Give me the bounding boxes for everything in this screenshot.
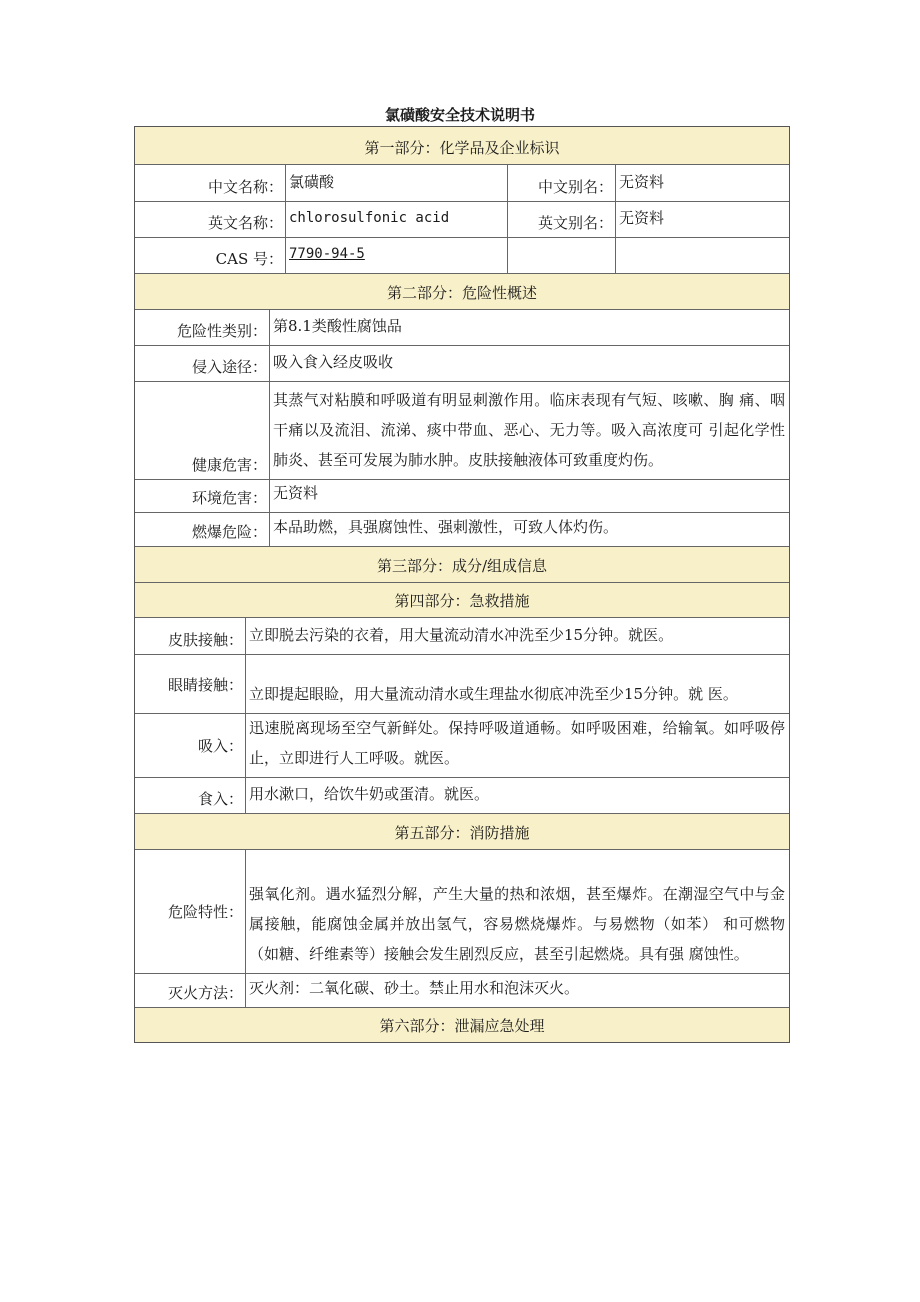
method-label: 灭火方法： xyxy=(167,984,243,1002)
cn-alias-label: 中文别名： xyxy=(507,165,615,201)
row-hazard xyxy=(135,850,789,974)
en-alias-label: 英文别名： xyxy=(507,202,615,237)
category-label: 危险性类别： xyxy=(176,322,267,340)
document-title: 氯磺酸安全技术说明书 xyxy=(384,106,535,124)
row-env xyxy=(135,480,789,513)
section-header-4: 第四部分：急救措施 xyxy=(135,583,789,618)
ingest-label: 食入： xyxy=(197,790,243,808)
row-method xyxy=(135,974,789,1008)
row-fire xyxy=(135,513,789,547)
inhale-value: 迅速脱离现场至空气新鲜处。保持呼吸道通畅。如呼吸困难，给输氧。如呼吸停止，立即进行人工呼吸。就医。 xyxy=(245,714,789,777)
fire-label: 燃爆危险： xyxy=(191,523,267,541)
route-label: 侵入途径： xyxy=(191,358,267,376)
env-value: 无资料 xyxy=(269,480,789,512)
row-health xyxy=(135,382,789,480)
section-header-3: 第三部分：成分/组成信息 xyxy=(135,547,789,583)
section-header-6: 第六部分：泄漏应急处理 xyxy=(135,1008,789,1042)
hazard-label: 危险特性： xyxy=(167,903,243,921)
fire-value: 本品助燃，具强腐蚀性、强刺激性，可致人体灼伤。 xyxy=(269,513,789,546)
cas-label: CAS 号： xyxy=(215,250,283,268)
method-value: 灭火剂：二氧化碳、砂土。禁止用水和泡沫灭火。 xyxy=(245,974,789,1007)
skin-value: 立即脱去污染的衣着，用大量流动清水冲洗至少15分钟。就医。 xyxy=(245,618,789,654)
empty-cell xyxy=(615,238,789,273)
section-header-2: 第二部分：危险性概述 xyxy=(135,274,789,310)
row-ingest xyxy=(135,778,789,814)
eye-value: 立即提起眼睑，用大量流动清水或生理盐水彻底冲洗至少15分钟。就 医。 xyxy=(245,655,789,713)
category-value: 第8.1类酸性腐蚀品 xyxy=(269,310,789,345)
row-route xyxy=(135,346,789,382)
cas-cell xyxy=(285,238,507,273)
row-en-name xyxy=(135,202,789,238)
eye-label: 眼睛接触： xyxy=(167,675,243,694)
row-cas xyxy=(135,238,789,274)
empty-cell xyxy=(507,238,615,273)
section-header-5: 第五部分：消防措施 xyxy=(135,814,789,850)
skin-label: 皮肤接触： xyxy=(167,631,243,649)
row-eye xyxy=(135,655,789,714)
ingest-value: 用水漱口，给饮牛奶或蛋清。就医。 xyxy=(245,778,789,813)
row-category xyxy=(135,310,789,346)
row-cn-name xyxy=(135,165,789,202)
msds-table xyxy=(134,126,790,1043)
section-header-1: 第一部分：化学品及企业标识 xyxy=(135,127,789,165)
inhale-label: 吸入： xyxy=(197,737,243,755)
health-value: 其蒸气对粘膜和呼吸道有明显刺激作用。临床表现有气短、咳嗽、胸 痛、咽干痛以及流泪、流涕、痰中带血、恶心、无力等。吸入高浓度可 引起化学性肺炎、甚至可发展为肺水肿。皮肤接触液体可致重度灼伤。 xyxy=(269,382,789,479)
cn-alias-value: 无资料 xyxy=(615,165,789,201)
row-inhale xyxy=(135,714,789,778)
env-label: 环境危害： xyxy=(191,489,267,507)
route-value: 吸入食入经皮吸收 xyxy=(269,346,789,381)
health-label: 健康危害： xyxy=(191,456,267,474)
hazard-value: 强氧化剂。遇水猛烈分解，产生大量的热和浓烟，甚至爆炸。在潮湿空气中与金属接触，能腐蚀金属并放出氢气，容易燃烧爆炸。与易燃物（如苯） 和可燃物（如糖、纤维素等）接触会发生剧烈反应，甚至引起燃烧。具有强 腐蚀性。 xyxy=(245,850,789,973)
en-alias-value: 无资料 xyxy=(615,202,789,237)
cn-name-value: 氯磺酸 xyxy=(285,165,507,201)
en-name-value: chlorosulfonic acid xyxy=(285,202,507,237)
cas-value: 7790-94-5 xyxy=(289,246,365,262)
row-skin xyxy=(135,618,789,655)
en-name-label: 英文名称： xyxy=(207,214,283,232)
cn-name-label: 中文名称： xyxy=(207,178,283,196)
